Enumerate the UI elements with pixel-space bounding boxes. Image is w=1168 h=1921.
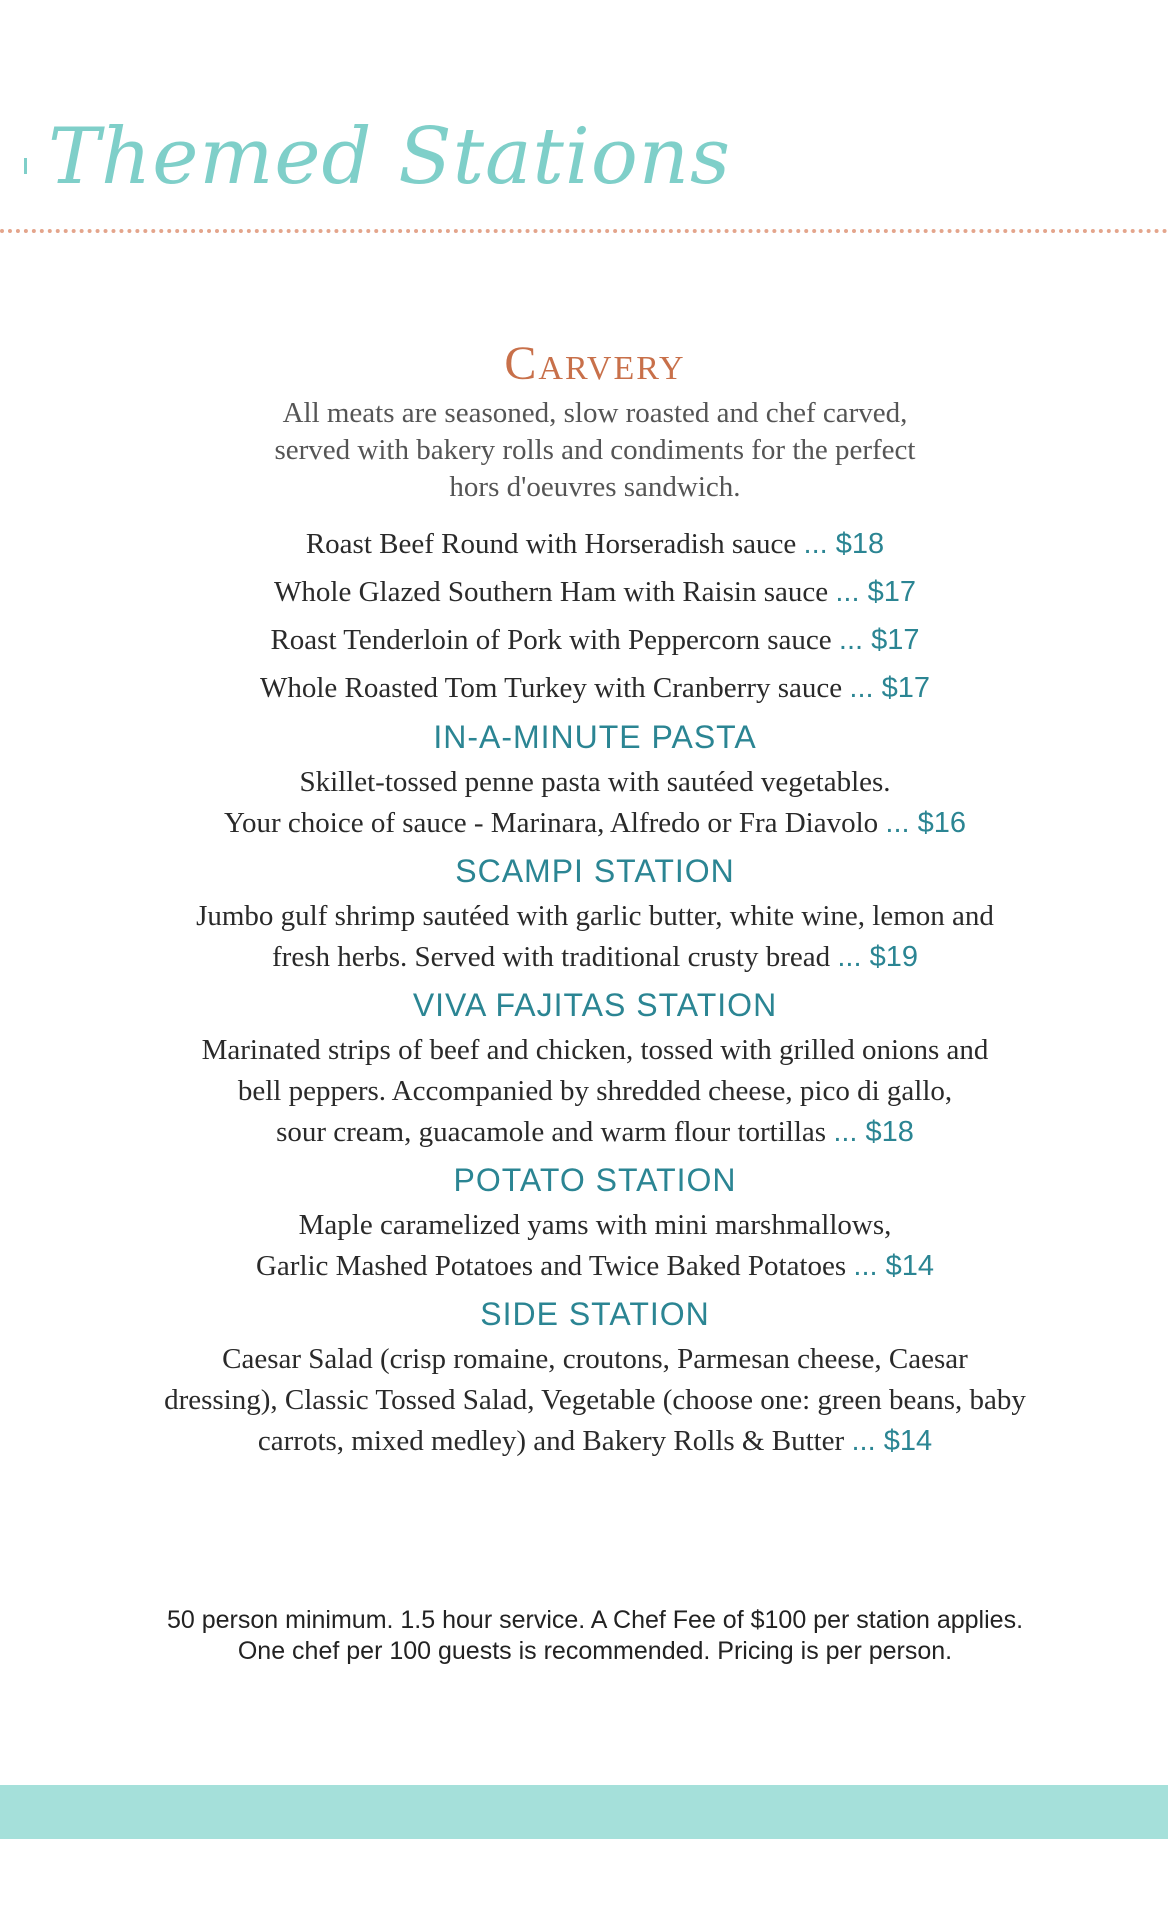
potato-station-description <box>0 1205 1168 1287</box>
scampi-station-title: SCAMPI STATION <box>455 853 735 889</box>
carvery-intro-line: hors d'oeuvres sandwich. <box>449 471 741 503</box>
side-station-title: SIDE STATION <box>480 1296 710 1332</box>
item-price: ... $17 <box>835 576 916 608</box>
item-price: ... $17 <box>849 672 931 704</box>
description-line: carrots, mixed medley) and Bakery Rolls & Butter <box>257 1425 845 1457</box>
side-station-description <box>0 1339 1168 1462</box>
description-line: Garlic Mashed Potatoes and Twice Baked Potatoes <box>255 1250 847 1282</box>
station-price: ... $19 <box>837 941 918 973</box>
menu-content <box>0 335 1168 1468</box>
station-price: ... $14 <box>853 1250 935 1282</box>
carvery-item <box>0 568 1168 616</box>
carvery-item <box>0 520 1168 568</box>
description-line: bell peppers. Accompanied by shredded cheese, pico di gallo, <box>237 1075 953 1107</box>
page-title: Themed Stations <box>48 112 732 202</box>
description-line: Caesar Salad (crisp romaine, croutons, Parmesan cheese, Caesar <box>222 1343 968 1375</box>
description-line: Jumbo gulf shrimp sautéed with garlic butter, white wine, lemon and <box>196 900 994 932</box>
potato-station-title: POTATO STATION <box>453 1162 737 1198</box>
item-text: Whole Roasted Tom Turkey with Cranberry sauce <box>259 672 843 704</box>
item-text: Roast Beef Round with Horseradish sauce <box>305 528 797 560</box>
carvery-title: Carvery <box>504 337 686 390</box>
pasta-station-description <box>0 762 1168 844</box>
carvery-intro-line: All meats are seasoned, slow roasted and chef carved, <box>282 397 908 429</box>
item-text: Roast Tenderloin of Pork with Peppercorn sauce <box>270 624 832 656</box>
description-line: Skillet-tossed penne pasta with sautéed vegetables. <box>299 766 891 798</box>
carvery-item <box>0 616 1168 664</box>
fajitas-station-title: VIVA FAJITAS STATION <box>412 987 778 1023</box>
station-price: ... $18 <box>833 1116 914 1148</box>
description-line: sour cream, guacamole and warm flour tortillas <box>276 1116 827 1148</box>
pasta-station-title: IN-A-MINUTE PASTA <box>433 719 757 755</box>
footer-note <box>0 1605 1168 1667</box>
dotted-divider <box>0 229 1168 233</box>
description-line: fresh herbs. Served with traditional crusty bread <box>272 941 831 973</box>
footer-line: 50 person minimum. 1.5 hour service. A Chef Fee of $100 per station applies. <box>166 1606 1024 1634</box>
description-line: dressing), Classic Tossed Salad, Vegetable (choose one: green beans, baby <box>164 1384 1026 1416</box>
description-line: Marinated strips of beef and chicken, tossed with grilled onions and <box>201 1034 989 1066</box>
station-price: ... $14 <box>851 1425 933 1457</box>
carvery-intro-line: served with bakery rolls and condiments for the perfect <box>274 434 916 466</box>
description-line: Maple caramelized yams with mini marshmallows, <box>298 1209 892 1241</box>
edge-mark <box>24 158 27 174</box>
description-line: Your choice of sauce - Marinara, Alfredo or Fra Diavolo <box>223 807 879 839</box>
station-price: ... $16 <box>885 807 967 839</box>
footer-line: One chef per 100 guests is recommended. Pricing is per person. <box>237 1637 953 1665</box>
item-price: ... $17 <box>838 624 920 656</box>
carvery-intro <box>0 395 1168 506</box>
item-price: ... $18 <box>803 528 885 560</box>
bottom-band <box>0 1785 1168 1839</box>
fajitas-station-description <box>0 1030 1168 1153</box>
carvery-item <box>0 664 1168 712</box>
scampi-station-description <box>0 896 1168 978</box>
item-text: Whole Glazed Southern Ham with Raisin sauce <box>274 576 829 608</box>
